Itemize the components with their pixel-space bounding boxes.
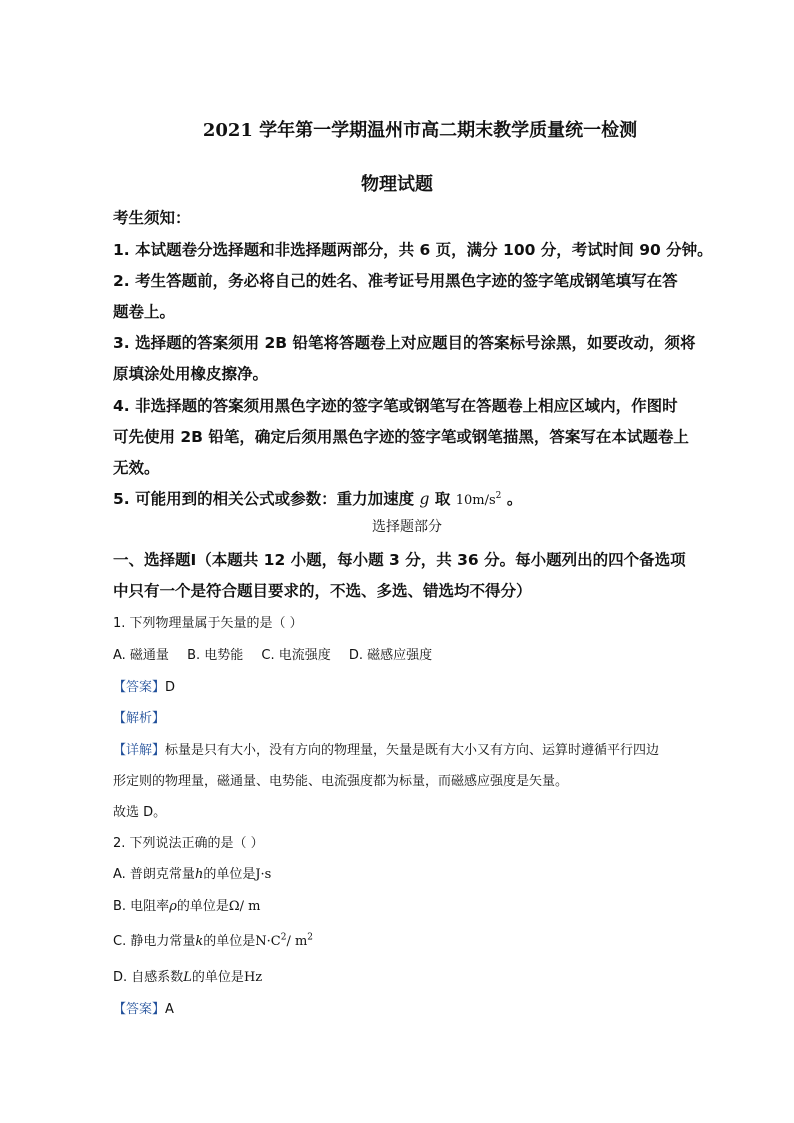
- question-2-answer: [113, 998, 174, 1017]
- notice-item-4-line-1: 4. 非选择题的答案须用黑色字迹的签字笔或钢笔写在答题卷上相应区域内，作图时: [113, 397, 678, 415]
- option-a-mid: 的单位是: [203, 867, 256, 882]
- notice-item-5-end: 。: [506, 490, 523, 508]
- notice-item-1: 1. 本试题卷分选择题和非选择题两部分，共 6 页，满分 100 分，考试时间 90 分钟。: [113, 241, 713, 259]
- option-c-text: C. 静电力常量: [113, 934, 196, 949]
- option-c-unit: [255, 934, 313, 949]
- detail-text: 标量是只有大小，没有方向的物理量，矢量是既有大小又有方向、运算时遵循平行四边: [165, 743, 660, 758]
- notice-item-3-line-2: 原填涂处用橡皮擦净。: [113, 365, 269, 383]
- question-1-detail-line-2: 形定则的物理量，磁通量、电势能、电流强度都为标量，而磁感应强度是矢量。: [113, 774, 569, 789]
- question-1-option-a: A. 磁通量: [113, 648, 169, 663]
- option-b-mid: 的单位是: [176, 899, 229, 914]
- exam-title: 2021 学年第一学期温州市高二期末教学质量统一检测: [202, 120, 638, 141]
- option-d-text: D. 自感系数: [113, 970, 184, 985]
- option-c-unit-part-1: N·C: [255, 934, 281, 949]
- answer-tag: 【答案】: [113, 680, 166, 695]
- notice-item-4-line-3: 无效。: [113, 459, 160, 477]
- option-c-mid: 的单位是: [203, 934, 256, 949]
- gravity-symbol: g: [419, 490, 430, 508]
- option-d-unit: Hz: [243, 970, 263, 985]
- question-1-detail-line-1: [113, 739, 659, 758]
- option-c-unit-part-2: / m: [286, 934, 308, 949]
- question-2-option-a: [113, 863, 271, 882]
- option-a-unit: J·s: [255, 867, 272, 882]
- question-1-option-c: C. 电流强度: [261, 648, 331, 663]
- question-1-option-b: B. 电势能: [187, 648, 244, 663]
- option-c-exponent-2: 2: [307, 932, 314, 943]
- part-instruction-line-1: 一、选择题Ⅰ（本题共 12 小题，每小题 3 分，共 36 分。每小题列出的四个备选项: [113, 551, 686, 569]
- question-2-option-b: [113, 895, 260, 914]
- option-c-exponent-1: 2: [280, 932, 287, 943]
- answer-value: A: [165, 1002, 174, 1017]
- notice-item-3-line-1: 3. 选择题的答案须用 2B 铅笔将答题卷上对应题目的答案标号涂黑，如要改动，须将: [113, 334, 696, 352]
- gravity-value: 10m/s: [455, 493, 496, 508]
- option-b-unit: Ω/ m: [228, 899, 261, 914]
- answer-value: D: [165, 680, 176, 695]
- part-instruction-line-2: 中只有一个是符合题目要求的，不选、多选、错选均不得分）: [113, 582, 532, 600]
- answer-tag: 【答案】: [113, 1002, 166, 1017]
- question-1-option-d: D. 磁感应强度: [348, 648, 433, 663]
- question-1-options: [113, 644, 446, 663]
- notice-item-5-text: 5. 可能用到的相关公式或参数：重力加速度: [113, 490, 415, 508]
- question-1-stem: 1. 下列物理量属于矢量的是（ ）: [113, 616, 303, 631]
- notice-heading: 考生须知：: [113, 209, 191, 227]
- option-a-text: A. 普朗克常量: [113, 867, 195, 882]
- planck-symbol: h: [194, 867, 204, 882]
- notice-item-2-line-2: 题卷上。: [113, 303, 176, 321]
- question-2-stem: 2. 下列说法正确的是（ ）: [113, 836, 264, 851]
- gravity-exponent: 2: [495, 490, 502, 501]
- detail-tag: 【详解】: [113, 743, 166, 758]
- question-1-analysis-tag: 【解析】: [113, 711, 166, 726]
- section-title: 选择题部分: [372, 519, 442, 535]
- exam-subtitle: 物理试题: [361, 174, 433, 195]
- option-d-mid: 的单位是: [191, 970, 244, 985]
- question-2-option-c: [113, 930, 313, 949]
- question-1-conclusion: 故选 D。: [113, 805, 167, 820]
- notice-item-4-line-2: 可先使用 2B 铅笔，确定后须用黑色字迹的签字笔或钢笔描黑，答案写在本试题卷上: [113, 428, 689, 446]
- option-b-text: B. 电阻率: [113, 899, 170, 914]
- notice-item-5: [113, 487, 522, 509]
- question-2-option-d: [113, 966, 262, 985]
- coulomb-constant-symbol: k: [195, 934, 204, 949]
- notice-item-2-line-1: 2. 考生答题前，务必将自己的姓名、准考证号用黑色字迹的签字笔成钢笔填写在答: [113, 272, 678, 290]
- question-1-answer: [113, 676, 175, 695]
- inductance-symbol: L: [183, 970, 192, 985]
- notice-item-5-take: 取: [434, 490, 451, 508]
- resistivity-symbol: ρ: [169, 899, 177, 914]
